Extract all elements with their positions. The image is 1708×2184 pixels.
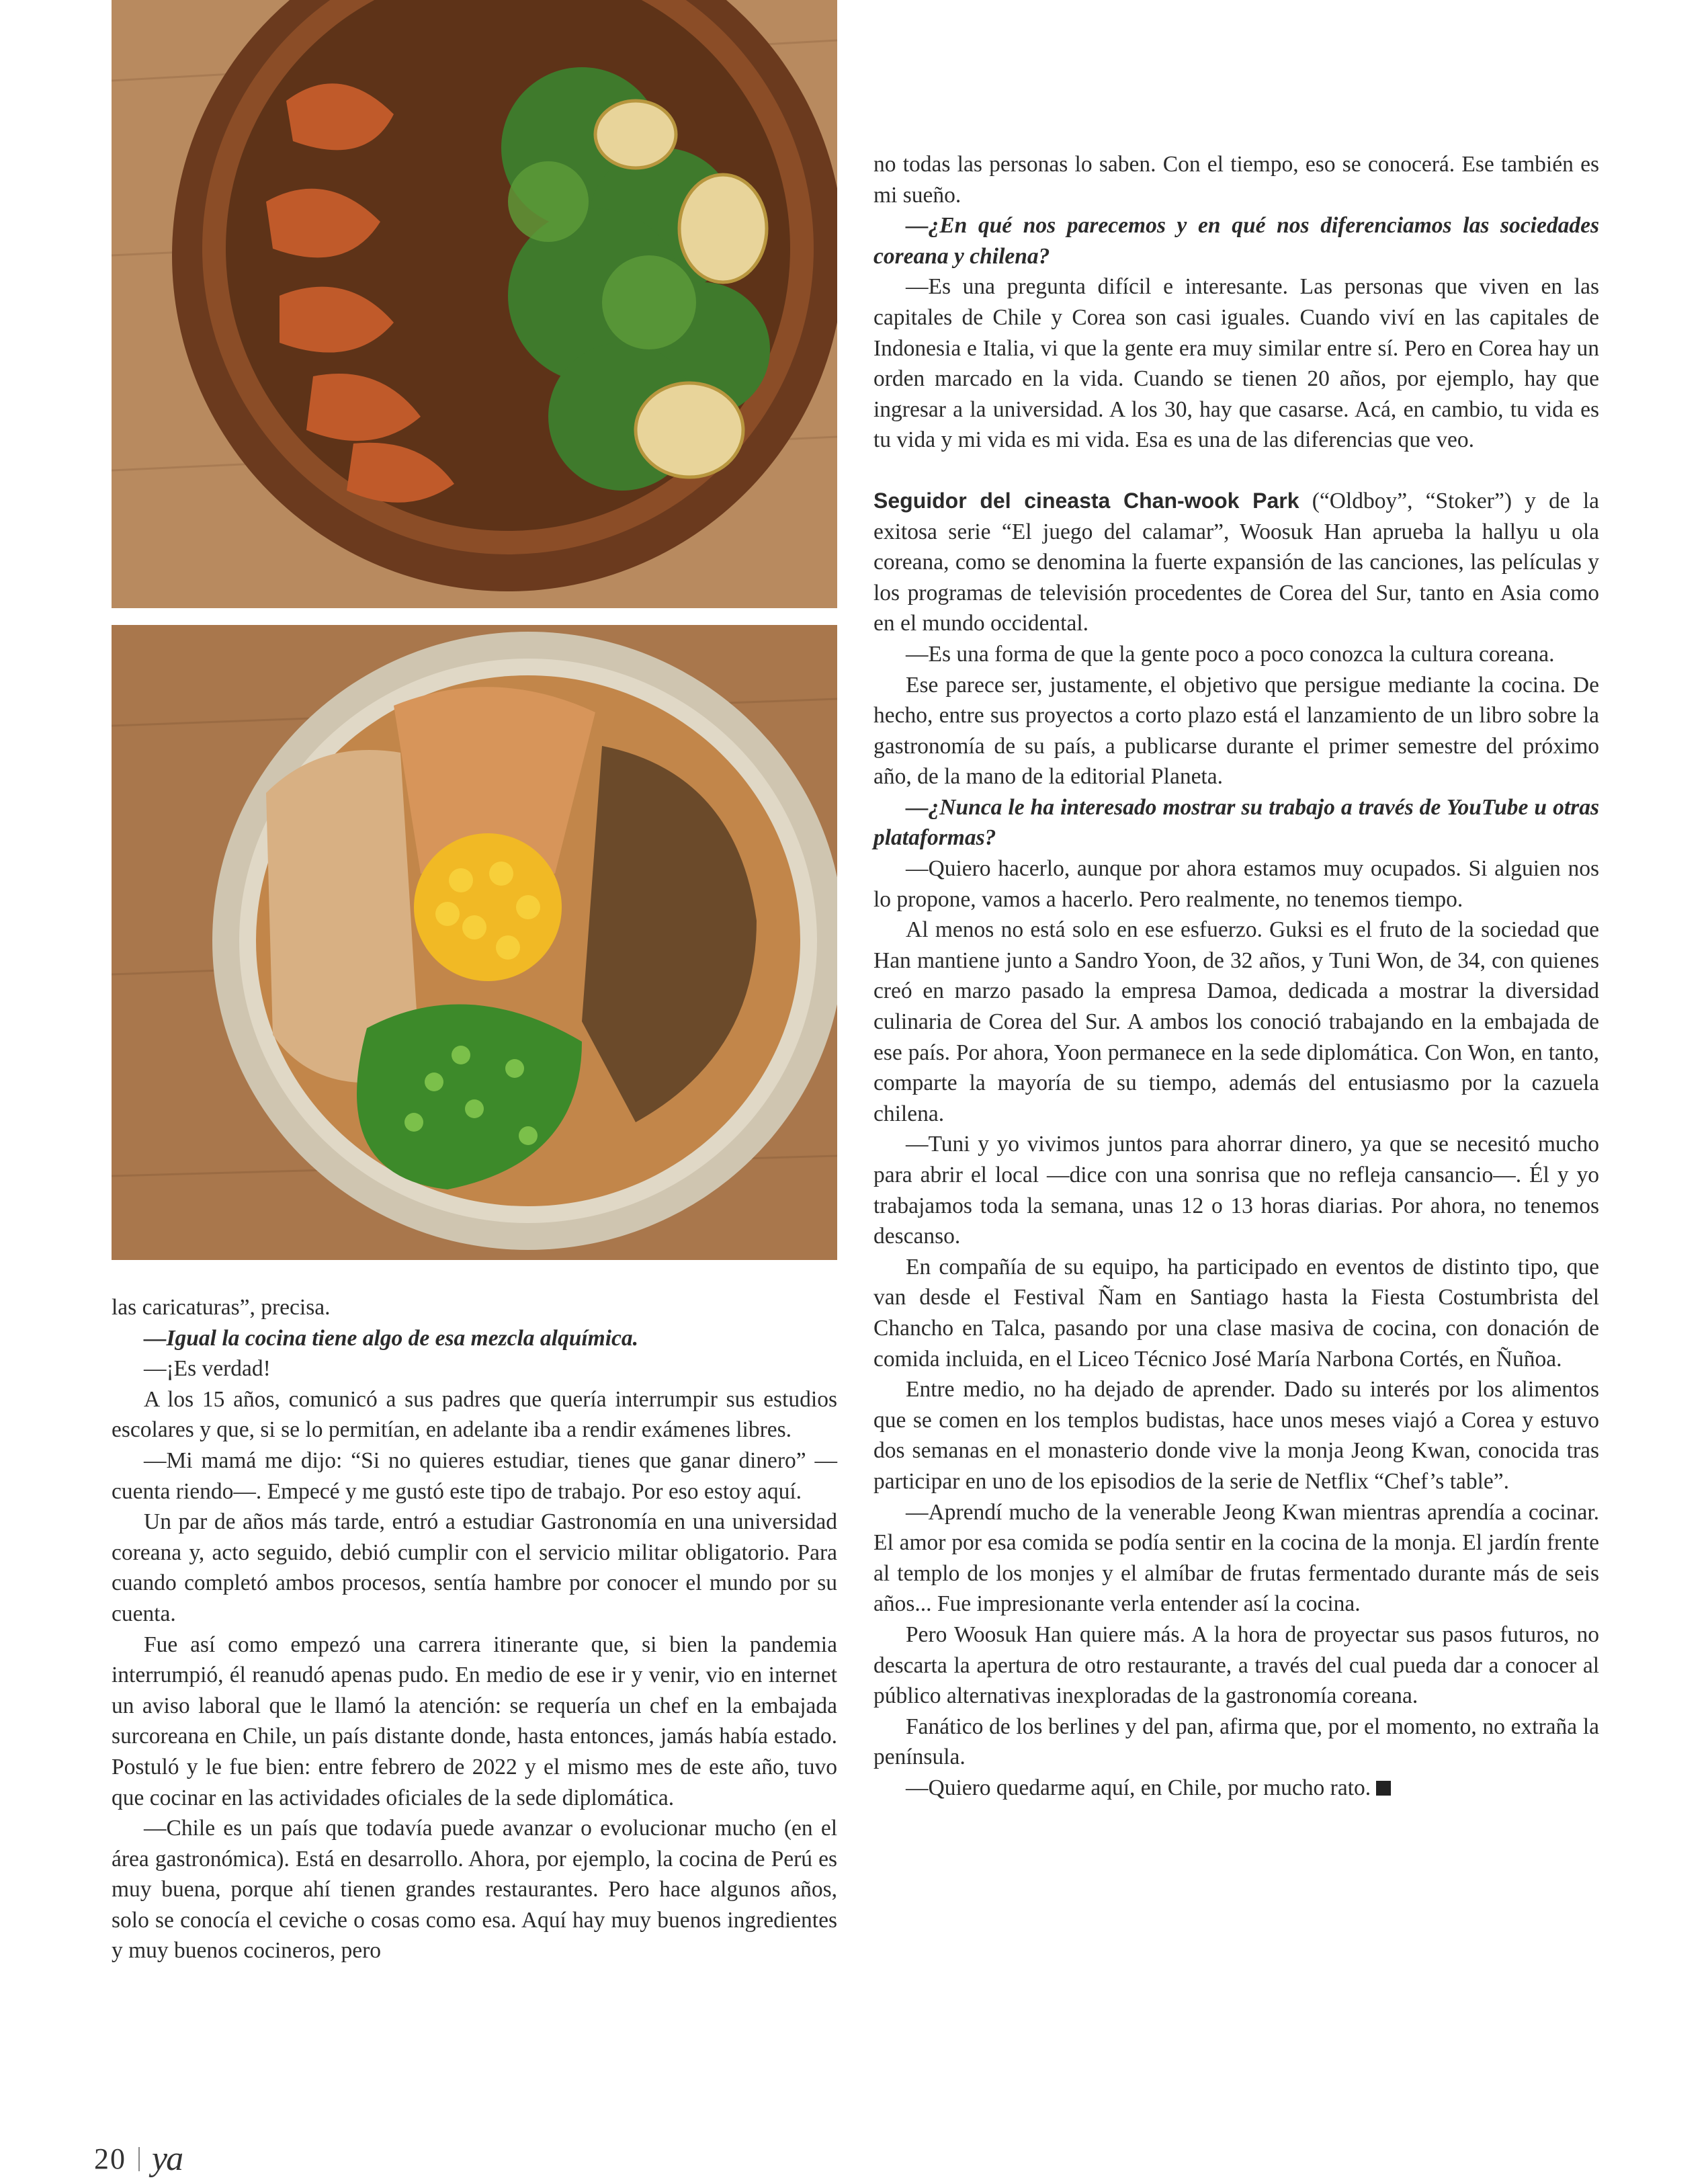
- page-footer: [94, 2139, 182, 2179]
- paragraph: Al menos no está solo en ese esfuerzo. Guksi es el fruto de la sociedad que Han mantiene junto a Sandro Yoon, de 32 años, y Tuni Won, de 34, con quienes creó en marzo pasado la empresa Damoa, dedicada a mostrar la diversidad culinaria de Corea del Sur. A ambos los conoció trabajando en la embajada de ese país. Por ahora, Yoon permanece en la sede diplomática. Con Won, en tanto, comparte la mayoría de su tiempo, además del entusiasmo por la cazuela chilena.: [873, 917, 1599, 1126]
- interview-question: —Igual la cocina tiene algo de esa mezcla alquímica.: [144, 1325, 639, 1351]
- paragraph: Un par de años más tarde, entró a estudiar Gastronomía en una universidad coreana y, acto seguido, debió cumplir con el servicio militar obligatorio. Para cuando completó ambos procesos, sentía hambre por conocer el mundo por su cuenta.: [112, 1509, 837, 1626]
- interview-question: —¿En qué nos parecemos y en qué nos diferenciamos las sociedades coreana y chilena?: [873, 213, 1599, 269]
- interview-question: —¿Nunca le ha interesado mostrar su trabajo a través de YouTube u otras plataformas?: [873, 794, 1599, 851]
- footer-divider: [138, 2147, 140, 2171]
- paragraph: —Mi mamá me dijo: “Si no quieres estudiar, tienes que ganar dinero” —cuenta riendo—. Empecé y me gustó este tipo de trabajo. Por eso estoy aquí.: [112, 1447, 837, 1504]
- paragraph: Entre medio, no ha dejado de aprender. Dado su interés por los alimentos que se comen en los templos budistas, hace unos meses viajó a Corea y estuvo dos semanas en el monasterio donde vive la monja Jeong Kwan, conocida tras participar en uno de los episodios de la serie de Netflix “Chef’s table”.: [873, 1377, 1599, 1494]
- paragraph: —Tuni y yo vivimos juntos para ahorrar dinero, ya que se necesitó mucho para abrir el local —dice con una sonrisa que no refleja cansancio—. Él y yo trabajamos toda la semana, unas 12 o 13 horas diarias. Por ahora, no tenemos descanso.: [873, 1132, 1599, 1249]
- closing-text: —Quiero quedarme aquí, en Chile, por mucho rato.: [906, 1775, 1371, 1800]
- bottom-photo-rice-bowl: [112, 625, 837, 1260]
- paragraph: —¡Es verdad!: [144, 1356, 271, 1382]
- paragraph: Pero Woosuk Han quiere más. A la hora de proyectar sus pasos futuros, no descarta la apertura de otro restaurante, a través del cual pueda dar a conocer al público alternativas inexploradas de la gastronomía coreana.: [873, 1622, 1599, 1709]
- paragraph: Ese parece ser, justamente, el objetivo que persigue mediante la cocina. De hecho, entre sus proyectos a corto plazo está el lanzamiento de un libro sobre la gastronomía de su país, a publicarse durante el primer semestre del próximo año, de la mano de la editorial Planeta.: [873, 672, 1599, 790]
- paragraph: —Es una pregunta difícil e interesante. Las personas que viven en las capitales de Chile y Corea son casi iguales. Cuando viví en las capitales de Indonesia e Italia, vi que la gente era muy similar entre sí. Pero en Corea hay un orden marcado en la vida. Cuando se tienen 20 años, por ejemplo, hay que ingresar a la universidad. A los 30, hay que casarse. Acá, en cambio, tu vida es tu vida y mi vida es mi vida. Esa es una de las diferencias que veo.: [873, 274, 1599, 453]
- closing-paragraph: [873, 1773, 1599, 1804]
- paragraph: —Chile es un país que todavía puede avanzar o evolucionar mucho (en el área gastronómica). Está en desarrollo. Ahora, por ejemplo, la cocina de Perú es muy buena, porque ahí tienen grandes restaurantes. Pero hace algunos años, solo se conocía el ceviche o cosas como esa. Aquí hay muy buenos ingredientes y muy buenos cocineros, pero: [112, 1816, 837, 1964]
- paragraph: las caricaturas”, precisa.: [112, 1295, 331, 1320]
- paragraph: —Es una forma de que la gente poco a poco conozca la cultura coreana.: [906, 641, 1555, 667]
- page-number: 20: [94, 2142, 126, 2175]
- right-text-column: [873, 149, 1599, 1803]
- paragraph: Fanático de los berlines y del pan, afirma que, por el momento, no extraña la península.: [873, 1714, 1599, 1770]
- paragraph: Fue así como empezó una carrera itinerante que, si bien la pandemia interrumpió, él reanudó apenas pudo. En medio de ese ir y venir, vio en internet un aviso laboral que le llamó la atención: se requería un chef en la embajada surcoreana en Chile, un país distante donde, hasta entonces, jamás había estado. Postuló y le fue bien: entre febrero de 2022 y el mismo mes de este año, tuvo que cocinar en las actividades oficiales de la sede diplomática.: [112, 1632, 837, 1810]
- dumplings-bowl-illustration: [112, 0, 837, 608]
- top-photo-dumplings-bowl: [112, 0, 837, 608]
- paragraph: En compañía de su equipo, ha participado en eventos de distinto tipo, que van desde el Festival Ñam en Santiago hasta la Fiesta Costumbrista del Chancho en Talca, pasando por una clase masiva de cocina, con donación de comida incluida, en el Liceo Técnico José María Narbona Cortés, en Ñuñoa.: [873, 1254, 1599, 1372]
- section-lead-paragraph: [873, 486, 1599, 639]
- paragraph: no todas las personas lo saben. Con el tiempo, eso se conocerá. Ese también es mi sueño.: [873, 152, 1599, 208]
- section-lead-in: Seguidor del cineasta Chan-wook Park: [873, 488, 1299, 513]
- paragraph: A los 15 años, comunicó a sus padres que quería interrumpir sus estudios escolares y que, si se lo permitían, en adelante iba a rendir exámenes libres.: [112, 1386, 837, 1443]
- left-text-column: [112, 1292, 837, 1966]
- paragraph: —Aprendí mucho de la venerable Jeong Kwan mientras aprendía a cocinar. El amor por esa comida se podía sentir en la cocina de la monja. El jardín frente al templo de los monjes y el almíbar de frutas fermentado durante más de seis años... Fue impresionante verla entender así la cocina.: [873, 1499, 1599, 1617]
- section-lead-text: (“Oldboy”, “Stoker”) y de la exitosa serie “El juego del calamar”, Woosuk Han aprueba la hallyu u ola coreana, como se denomina la fuerte expansión de las canciones, las películas y los programas de televisión procedentes de Corea del Sur, tanto en Asia como en el mundo occidental.: [873, 488, 1600, 636]
- paragraph: —Quiero hacerlo, aunque por ahora estamos muy ocupados. Si alguien nos lo propone, vamos a hacerlo. Pero realmente, no tenemos tiempo.: [873, 856, 1599, 912]
- rice-bowl-illustration: [112, 625, 837, 1260]
- end-mark-icon: [1376, 1781, 1391, 1796]
- magazine-logo: ya: [152, 2140, 183, 2178]
